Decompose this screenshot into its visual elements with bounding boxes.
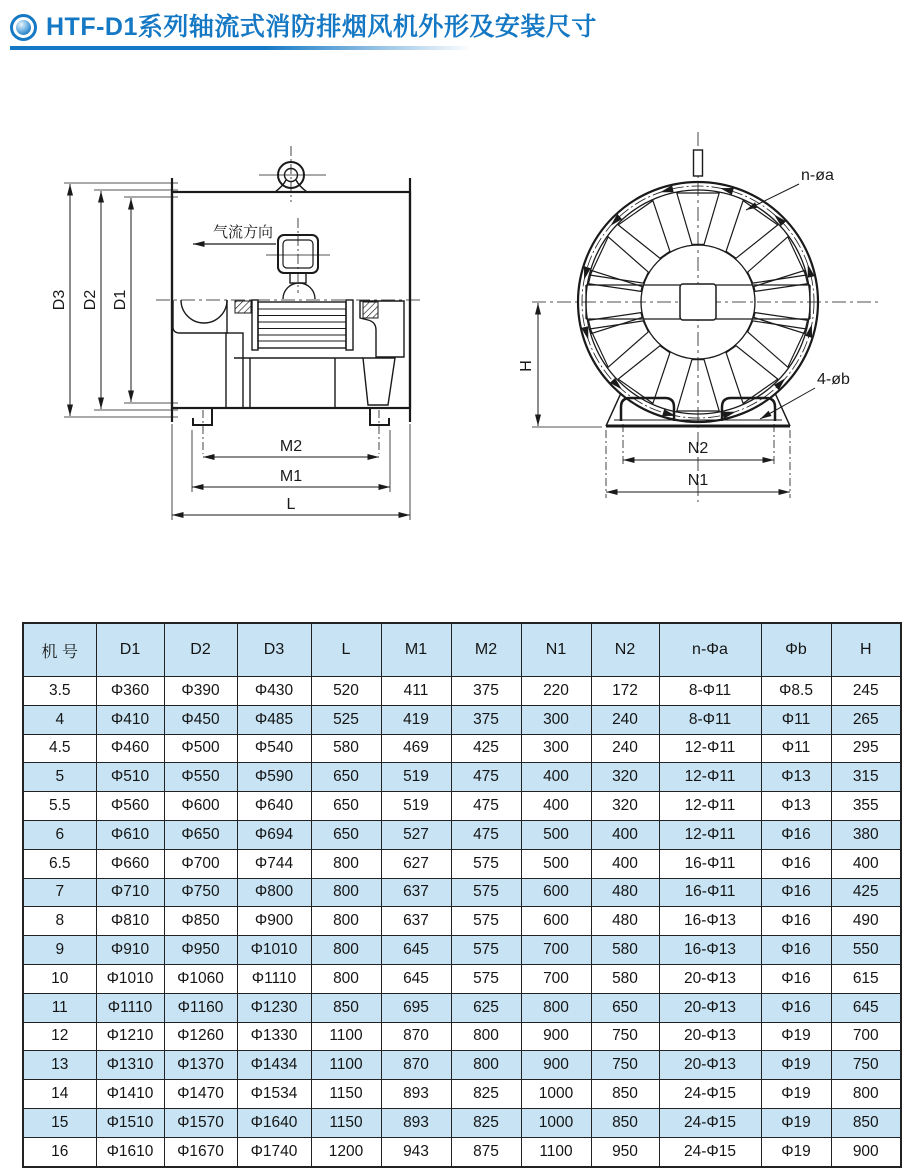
- table-row: [23, 734, 901, 763]
- table-cell: Φ485: [237, 705, 311, 734]
- table-cell: 525: [311, 705, 381, 734]
- table-cell: 900: [521, 1022, 591, 1051]
- table-cell: 400: [831, 849, 901, 878]
- table-cell: 265: [831, 705, 901, 734]
- table-cell: 850: [311, 993, 381, 1022]
- table-cell: 475: [451, 763, 521, 792]
- table-cell: 20-Φ13: [659, 1022, 761, 1051]
- table-cell: Φ16: [761, 849, 831, 878]
- table-cell: 850: [831, 1108, 901, 1137]
- table-row: [23, 1080, 901, 1109]
- table-cell: 8-Φ11: [659, 677, 761, 706]
- table-row: [23, 677, 901, 706]
- dim-label-d1: D1: [112, 289, 129, 311]
- table-row: [23, 849, 901, 878]
- table-cell: Φ1060: [164, 964, 237, 993]
- table-cell: Φ900: [237, 907, 311, 936]
- table-cell: 645: [381, 964, 451, 993]
- table-cell: 295: [831, 734, 901, 763]
- table-cell: Φ750: [164, 878, 237, 907]
- table-cell: 580: [591, 964, 659, 993]
- table-cell: 637: [381, 907, 451, 936]
- table-cell: 1000: [521, 1080, 591, 1109]
- table-cell: Φ16: [761, 993, 831, 1022]
- table-cell: Φ16: [761, 907, 831, 936]
- table-cell: Φ11: [761, 705, 831, 734]
- column-header: M2: [451, 623, 521, 677]
- table-cell: 220: [521, 677, 591, 706]
- side-view-dim-labels: [51, 290, 302, 513]
- page-header: [10, 12, 650, 50]
- table-cell: 1100: [521, 1137, 591, 1167]
- dim-label-n1: N1: [687, 472, 709, 489]
- column-header: D2: [164, 623, 237, 677]
- table-cell: 20-Φ13: [659, 993, 761, 1022]
- table-cell: Φ19: [761, 1022, 831, 1051]
- table-cell: 9: [23, 936, 96, 965]
- table-row: [23, 878, 901, 907]
- table-cell: 695: [381, 993, 451, 1022]
- fan-front-view-drawing: [488, 100, 908, 540]
- table-cell: 12: [23, 1022, 96, 1051]
- table-cell: 425: [451, 734, 521, 763]
- table-cell: 411: [381, 677, 451, 706]
- table-cell: Φ13: [761, 792, 831, 821]
- column-header: M1: [381, 623, 451, 677]
- table-cell: Φ8.5: [761, 677, 831, 706]
- table-cell: 15: [23, 1108, 96, 1137]
- column-header: N1: [521, 623, 591, 677]
- table-cell: 893: [381, 1080, 451, 1109]
- table-cell: Φ810: [96, 907, 164, 936]
- dim-label-m2: M2: [279, 438, 303, 455]
- table-cell: 645: [831, 993, 901, 1022]
- dim-label-h: H: [518, 360, 535, 372]
- table-row: [23, 907, 901, 936]
- table-cell: 4: [23, 705, 96, 734]
- table-cell: 380: [831, 820, 901, 849]
- table-cell: 700: [831, 1022, 901, 1051]
- table-cell: 650: [311, 763, 381, 792]
- table-cell: Φ1740: [237, 1137, 311, 1167]
- table-cell: 12-Φ11: [659, 734, 761, 763]
- table-cell: Φ1670: [164, 1137, 237, 1167]
- table-cell: 519: [381, 792, 451, 821]
- table-cell: 400: [521, 763, 591, 792]
- table-row: [23, 936, 901, 965]
- table-row: [23, 1108, 901, 1137]
- table-row: [23, 792, 901, 821]
- table-cell: 400: [521, 792, 591, 821]
- table-cell: 1200: [311, 1137, 381, 1167]
- table-cell: 575: [451, 849, 521, 878]
- table-cell: 300: [521, 734, 591, 763]
- table-cell: Φ744: [237, 849, 311, 878]
- table-row: [23, 993, 901, 1022]
- table-cell: 870: [381, 1051, 451, 1080]
- table-cell: Φ1010: [237, 936, 311, 965]
- table-cell: 700: [521, 964, 591, 993]
- table-cell: 600: [521, 907, 591, 936]
- table-cell: 300: [521, 705, 591, 734]
- table-cell: Φ1110: [96, 993, 164, 1022]
- table-cell: 24-Φ15: [659, 1108, 761, 1137]
- table-cell: Φ1510: [96, 1108, 164, 1137]
- airflow-label: 气流方向: [212, 224, 274, 241]
- motor-assembly: [173, 300, 404, 408]
- table-cell: 527: [381, 820, 451, 849]
- table-row: [23, 964, 901, 993]
- junction-box: [266, 218, 330, 299]
- table-cell: 355: [831, 792, 901, 821]
- table-cell: Φ450: [164, 705, 237, 734]
- table-cell: 850: [591, 1108, 659, 1137]
- table-cell: 400: [591, 820, 659, 849]
- table-cell: 825: [451, 1080, 521, 1109]
- table-cell: 800: [311, 878, 381, 907]
- table-cell: Φ660: [96, 849, 164, 878]
- table-cell: 16-Φ11: [659, 878, 761, 907]
- table-cell: Φ19: [761, 1108, 831, 1137]
- table-cell: 400: [591, 849, 659, 878]
- table-cell: 650: [311, 792, 381, 821]
- top-stub: [694, 150, 703, 176]
- fan-side-view-drawing: [30, 100, 440, 540]
- table-cell: 950: [591, 1137, 659, 1167]
- column-header: N2: [591, 623, 659, 677]
- table-cell: 1150: [311, 1108, 381, 1137]
- table-cell: 900: [521, 1051, 591, 1080]
- table-cell: 375: [451, 677, 521, 706]
- table-cell: 850: [591, 1080, 659, 1109]
- table-cell: 575: [451, 878, 521, 907]
- table-cell: 943: [381, 1137, 451, 1167]
- table-cell: Φ610: [96, 820, 164, 849]
- table-cell: Φ1260: [164, 1022, 237, 1051]
- table-cell: Φ360: [96, 677, 164, 706]
- table-cell: 650: [591, 993, 659, 1022]
- table-cell: 172: [591, 677, 659, 706]
- table-cell: 8: [23, 907, 96, 936]
- table-cell: 627: [381, 849, 451, 878]
- table-cell: Φ1110: [237, 964, 311, 993]
- table-cell: 16-Φ11: [659, 849, 761, 878]
- table-cell: 800: [451, 1022, 521, 1051]
- table-cell: 500: [521, 849, 591, 878]
- dim-label-m1: M1: [279, 468, 303, 485]
- table-header: [23, 623, 901, 677]
- table-cell: 24-Φ15: [659, 1137, 761, 1167]
- table-cell: Φ13: [761, 763, 831, 792]
- table-cell: 3.5: [23, 677, 96, 706]
- table-cell: 750: [831, 1051, 901, 1080]
- table-cell: 615: [831, 964, 901, 993]
- table-cell: 12-Φ11: [659, 763, 761, 792]
- front-view-dimensions: [532, 184, 815, 498]
- table-cell: Φ1010: [96, 964, 164, 993]
- table-row: [23, 705, 901, 734]
- table-cell: 245: [831, 677, 901, 706]
- table-cell: Φ600: [164, 792, 237, 821]
- table-cell: Φ950: [164, 936, 237, 965]
- table-cell: Φ910: [96, 936, 164, 965]
- bullet-icon: [10, 14, 37, 41]
- table-cell: 519: [381, 763, 451, 792]
- table-row: [23, 1022, 901, 1051]
- table-cell: 875: [451, 1137, 521, 1167]
- table-cell: 12-Φ11: [659, 792, 761, 821]
- table-cell: 5: [23, 763, 96, 792]
- table-cell: 24-Φ15: [659, 1080, 761, 1109]
- table-cell: 750: [591, 1051, 659, 1080]
- table-cell: 4.5: [23, 734, 96, 763]
- table-cell: Φ410: [96, 705, 164, 734]
- table-cell: 475: [451, 820, 521, 849]
- table-cell: 12-Φ11: [659, 820, 761, 849]
- column-header: H: [831, 623, 901, 677]
- table-cell: Φ16: [761, 878, 831, 907]
- table-cell: 800: [521, 993, 591, 1022]
- table-cell: 315: [831, 763, 901, 792]
- dim-label-n2: N2: [687, 440, 709, 457]
- table-cell: 16-Φ13: [659, 907, 761, 936]
- table-cell: 425: [831, 878, 901, 907]
- column-header: D1: [96, 623, 164, 677]
- table-cell: 700: [521, 936, 591, 965]
- table-cell: 550: [831, 936, 901, 965]
- table-row: [23, 763, 901, 792]
- table-cell: 480: [591, 878, 659, 907]
- callout-flange-holes: n-øa: [801, 167, 834, 184]
- table-cell: 800: [311, 849, 381, 878]
- table-body: [23, 677, 901, 1168]
- table-cell: 6: [23, 820, 96, 849]
- table-header-row: [23, 623, 901, 677]
- table-cell: 870: [381, 1022, 451, 1051]
- table-cell: 13: [23, 1051, 96, 1080]
- table-cell: Φ500: [164, 734, 237, 763]
- table-cell: Φ560: [96, 792, 164, 821]
- table-cell: 320: [591, 792, 659, 821]
- table-cell: 800: [311, 964, 381, 993]
- table-cell: 7: [23, 878, 96, 907]
- table-cell: 800: [311, 936, 381, 965]
- table-cell: 625: [451, 993, 521, 1022]
- table-cell: Φ19: [761, 1137, 831, 1167]
- table-cell: 1150: [311, 1080, 381, 1109]
- table-cell: Φ710: [96, 878, 164, 907]
- table-cell: 637: [381, 878, 451, 907]
- table-cell: Φ19: [761, 1051, 831, 1080]
- dimensions-table: [22, 622, 902, 1168]
- table-cell: 5.5: [23, 792, 96, 821]
- table-cell: Φ1640: [237, 1108, 311, 1137]
- column-header: L: [311, 623, 381, 677]
- table-row: [23, 820, 901, 849]
- table-cell: Φ694: [237, 820, 311, 849]
- table-cell: 11: [23, 993, 96, 1022]
- table-cell: Φ590: [237, 763, 311, 792]
- column-header: D3: [237, 623, 311, 677]
- table-cell: Φ1570: [164, 1108, 237, 1137]
- dim-label-d3: D3: [51, 289, 68, 311]
- table-cell: 8-Φ11: [659, 705, 761, 734]
- table-cell: 500: [521, 820, 591, 849]
- table-cell: Φ1160: [164, 993, 237, 1022]
- table-cell: 750: [591, 1022, 659, 1051]
- table-cell: Φ700: [164, 849, 237, 878]
- table-cell: Φ16: [761, 820, 831, 849]
- table-cell: 240: [591, 734, 659, 763]
- lifting-eye: [259, 146, 326, 202]
- table-cell: 469: [381, 734, 451, 763]
- table-cell: Φ16: [761, 964, 831, 993]
- table-cell: 575: [451, 907, 521, 936]
- table-cell: Φ800: [237, 878, 311, 907]
- airflow-direction: [193, 224, 276, 244]
- table-cell: 375: [451, 705, 521, 734]
- table-cell: Φ850: [164, 907, 237, 936]
- table-cell: 1100: [311, 1051, 381, 1080]
- callout-foot-holes: 4-øb: [817, 371, 850, 388]
- table-cell: Φ430: [237, 677, 311, 706]
- table-cell: 490: [831, 907, 901, 936]
- column-header: 机 号: [23, 623, 96, 677]
- table-cell: Φ1534: [237, 1080, 311, 1109]
- table-cell: Φ1370: [164, 1051, 237, 1080]
- table-cell: Φ1410: [96, 1080, 164, 1109]
- table-cell: Φ16: [761, 936, 831, 965]
- table-cell: 800: [831, 1080, 901, 1109]
- table-cell: Φ1330: [237, 1022, 311, 1051]
- table-cell: 10: [23, 964, 96, 993]
- table-cell: 1100: [311, 1022, 381, 1051]
- table-cell: Φ460: [96, 734, 164, 763]
- table-cell: Φ19: [761, 1080, 831, 1109]
- table-cell: 600: [521, 878, 591, 907]
- table-cell: Φ640: [237, 792, 311, 821]
- table-cell: 20-Φ13: [659, 1051, 761, 1080]
- table-cell: 900: [831, 1137, 901, 1167]
- table-cell: 16-Φ13: [659, 936, 761, 965]
- table-cell: 575: [451, 964, 521, 993]
- page-title: HTF-D1系列轴流式消防排烟风机外形及安装尺寸: [46, 13, 597, 41]
- table-cell: 240: [591, 705, 659, 734]
- table-cell: 419: [381, 705, 451, 734]
- table-cell: Φ390: [164, 677, 237, 706]
- table-cell: 800: [311, 907, 381, 936]
- table-cell: 645: [381, 936, 451, 965]
- table-cell: Φ650: [164, 820, 237, 849]
- column-header: Φb: [761, 623, 831, 677]
- table-cell: 20-Φ13: [659, 964, 761, 993]
- table-cell: 475: [451, 792, 521, 821]
- table-cell: 580: [591, 936, 659, 965]
- dim-label-d2: D2: [82, 289, 99, 311]
- table-cell: Φ510: [96, 763, 164, 792]
- table-cell: 16: [23, 1137, 96, 1167]
- table-cell: Φ1210: [96, 1022, 164, 1051]
- table-cell: 480: [591, 907, 659, 936]
- table-cell: Φ1470: [164, 1080, 237, 1109]
- table-cell: Φ550: [164, 763, 237, 792]
- table-cell: Φ540: [237, 734, 311, 763]
- table-row: [23, 1137, 901, 1167]
- table-cell: 800: [451, 1051, 521, 1080]
- table-cell: 520: [311, 677, 381, 706]
- table-cell: 893: [381, 1108, 451, 1137]
- title-underline: [10, 46, 472, 50]
- table-cell: Φ1230: [237, 993, 311, 1022]
- table-cell: 1000: [521, 1108, 591, 1137]
- table-cell: 580: [311, 734, 381, 763]
- table-row: [23, 1051, 901, 1080]
- table-cell: Φ1310: [96, 1051, 164, 1080]
- table-cell: Φ1434: [237, 1051, 311, 1080]
- table-cell: 825: [451, 1108, 521, 1137]
- table-cell: 6.5: [23, 849, 96, 878]
- table-cell: 14: [23, 1080, 96, 1109]
- table-cell: Φ11: [761, 734, 831, 763]
- dim-label-l: L: [286, 496, 296, 513]
- table-cell: 575: [451, 936, 521, 965]
- table-cell: 320: [591, 763, 659, 792]
- table-cell: 650: [311, 820, 381, 849]
- table-cell: Φ1610: [96, 1137, 164, 1167]
- column-header: n-Φa: [659, 623, 761, 677]
